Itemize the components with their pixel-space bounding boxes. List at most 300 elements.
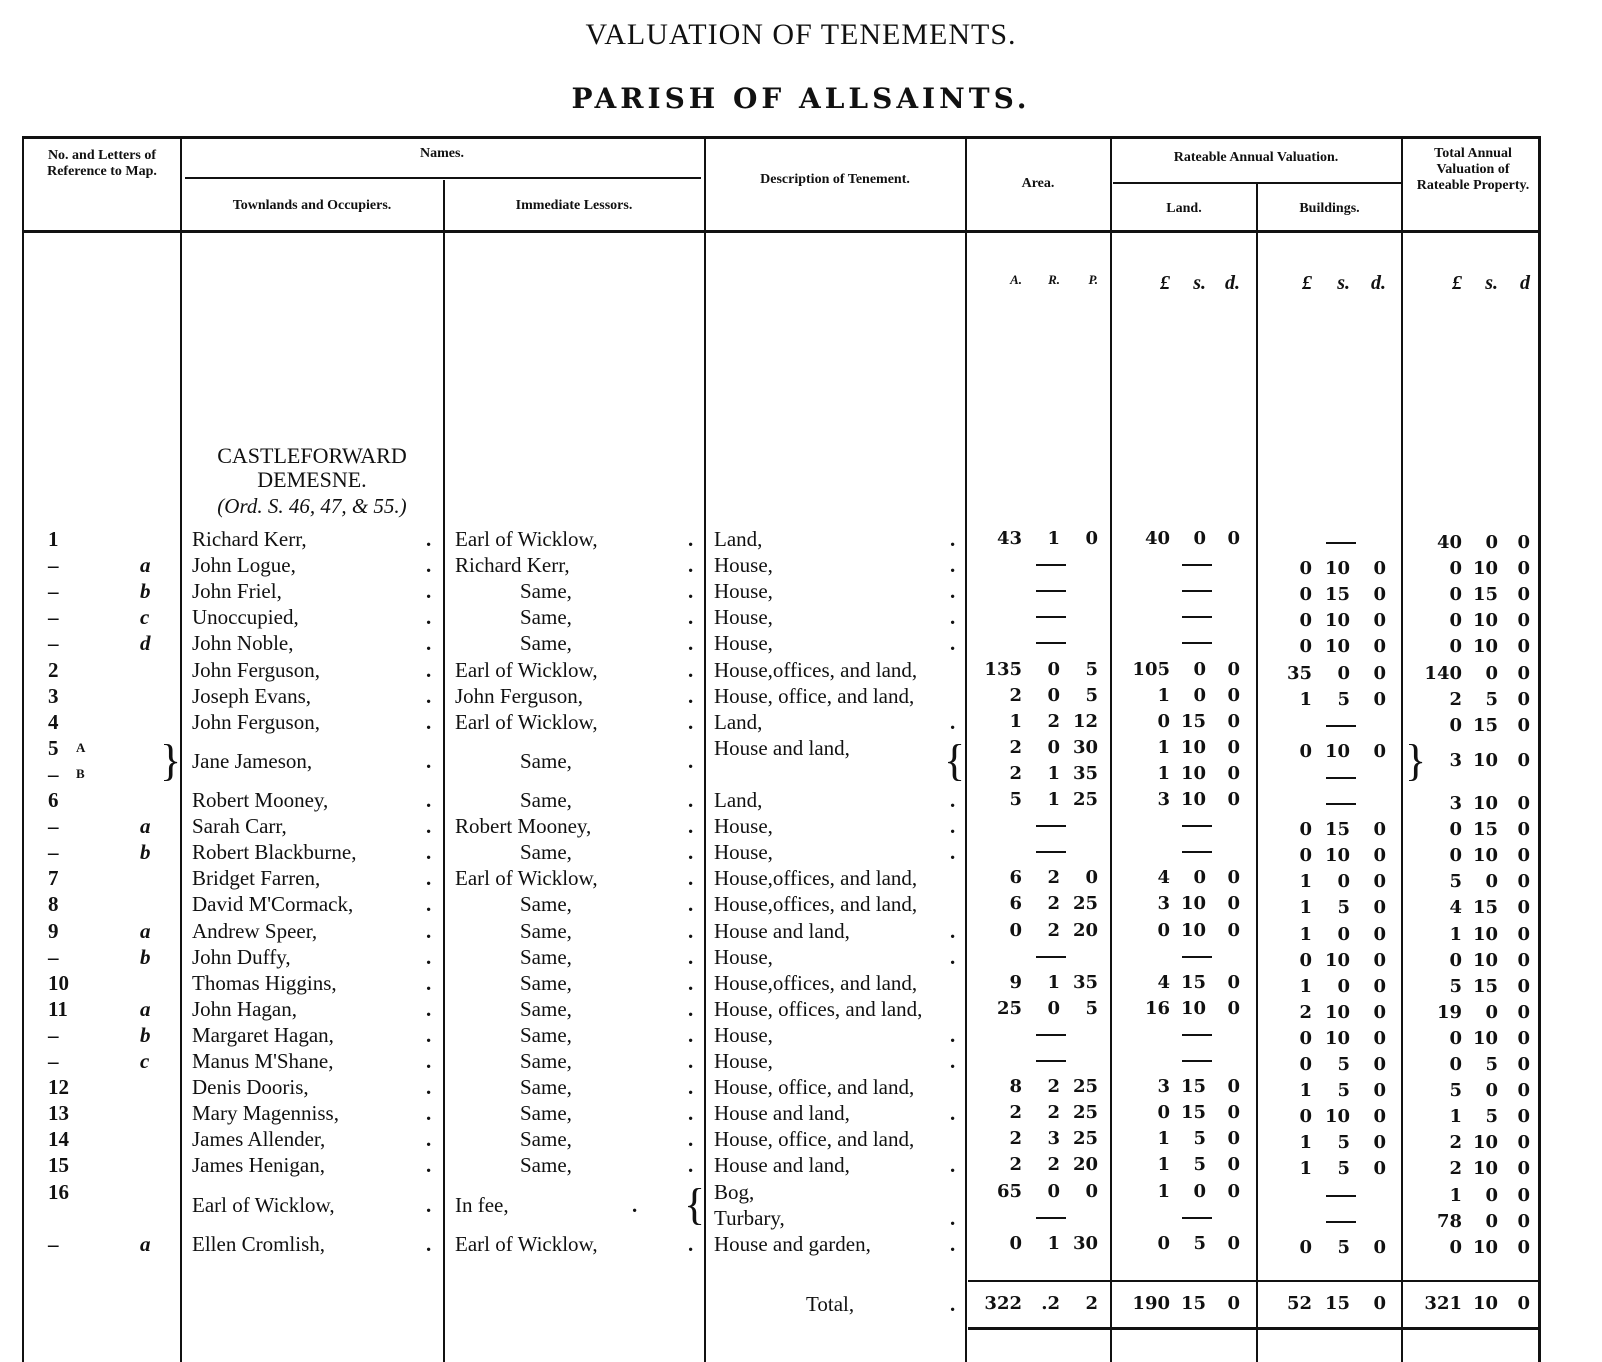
ref-letter: a bbox=[140, 814, 151, 839]
leader-dot: . bbox=[426, 1153, 432, 1178]
occupier-name: Richard Kerr, bbox=[192, 527, 307, 551]
totals-label: Total, bbox=[806, 1292, 855, 1316]
area-value: 2 bbox=[1009, 762, 1022, 784]
leader-dot: . bbox=[688, 996, 694, 1021]
ordnance-sheet: (Ord. S. 46, 47, & 55.) bbox=[217, 494, 407, 518]
land-value: 3 bbox=[1157, 893, 1170, 915]
leader-dot: . bbox=[688, 918, 694, 943]
total-value: 0 bbox=[1485, 1210, 1498, 1232]
leader-dot: . bbox=[950, 788, 956, 812]
buildings-value: 0 bbox=[1373, 871, 1386, 893]
buildings-dash bbox=[1326, 725, 1356, 727]
buildings-value: 0 bbox=[1299, 584, 1312, 606]
buildings-value: 1 bbox=[1299, 1158, 1312, 1180]
ref-number: – bbox=[48, 579, 59, 604]
col-rule bbox=[965, 136, 967, 1362]
leader-dot: . bbox=[426, 553, 432, 578]
total-value: 10 bbox=[1472, 1236, 1498, 1258]
tenement-description: House and garden, bbox=[714, 1231, 871, 1256]
ref-letter: b bbox=[140, 579, 151, 604]
total-value: 0 bbox=[1485, 532, 1498, 553]
area-value: 2 bbox=[1009, 684, 1022, 706]
total-value: 0 bbox=[1517, 1054, 1530, 1075]
total-value: 19 bbox=[1436, 1001, 1462, 1023]
area-value: 6 bbox=[1009, 867, 1022, 889]
land-value: 0 bbox=[1227, 736, 1240, 758]
leader-dot: . bbox=[688, 683, 694, 708]
tenement-description: House, offices, and land, bbox=[714, 996, 923, 1021]
buildings-value: 0 bbox=[1373, 975, 1386, 997]
leader-dot: . bbox=[426, 944, 432, 969]
occupier-name: Sarah Carr, bbox=[192, 814, 287, 839]
ref-letter: a bbox=[140, 553, 151, 578]
col-rule bbox=[1110, 136, 1112, 1362]
buildings-value: 1 bbox=[1299, 1132, 1312, 1154]
buildings-value: 10 bbox=[1324, 1106, 1350, 1128]
total-value: 10 bbox=[1472, 749, 1498, 771]
area-value: 25 bbox=[996, 997, 1022, 1019]
area-value: 2 bbox=[1047, 893, 1060, 915]
total-value: 5 bbox=[1449, 1080, 1462, 1102]
ref-number: – bbox=[48, 553, 59, 578]
total-value: 15 bbox=[1472, 975, 1498, 997]
total-value: 0 bbox=[1517, 749, 1530, 771]
total-value: 15 bbox=[1472, 897, 1498, 919]
buildings-value: 1 bbox=[1299, 923, 1312, 945]
land-value: 0 bbox=[1227, 789, 1240, 810]
total-value: 0 bbox=[1517, 1184, 1530, 1206]
area-value: 0 bbox=[1047, 997, 1060, 1019]
buildings-value: 0 bbox=[1299, 1054, 1312, 1075]
land-dash bbox=[1182, 1060, 1212, 1062]
total-value: 0 bbox=[1517, 662, 1530, 684]
occupier-name: Manus M'Shane, bbox=[192, 1049, 334, 1073]
total-value: 10 bbox=[1472, 558, 1498, 580]
table-top-rule bbox=[22, 136, 1540, 139]
tenement-description: House, bbox=[714, 1049, 773, 1073]
leader-dot: . bbox=[426, 748, 432, 773]
area-value: 30 bbox=[1072, 1232, 1098, 1254]
lessor-name: Same, bbox=[520, 1075, 572, 1100]
land-value: 0 bbox=[1227, 762, 1240, 784]
ref-number: 16 bbox=[48, 1179, 69, 1204]
tenement-description: House, bbox=[714, 579, 773, 604]
buildings-value: 0 bbox=[1299, 1106, 1312, 1128]
area-value: 0 bbox=[1047, 1180, 1060, 1202]
area-dash bbox=[1036, 956, 1066, 958]
ref-number: – bbox=[48, 1022, 59, 1047]
unit-label: s. bbox=[1485, 272, 1498, 294]
land-value: 3 bbox=[1157, 1076, 1170, 1098]
occupier-name: Robert Blackburne, bbox=[192, 840, 357, 865]
occupier-name: John Logue, bbox=[192, 553, 296, 578]
buildings-value: 10 bbox=[1324, 949, 1350, 971]
land-value: 40 bbox=[1144, 528, 1170, 549]
total-value: 0 bbox=[1449, 845, 1462, 867]
buildings-value: 0 bbox=[1337, 975, 1350, 997]
buildings-value: 0 bbox=[1373, 1158, 1386, 1180]
land-dash bbox=[1182, 1034, 1212, 1036]
ref-number: – bbox=[48, 840, 59, 865]
area-dash bbox=[1036, 851, 1066, 853]
brace-icon: } bbox=[160, 735, 182, 785]
buildings-value: 15 bbox=[1324, 819, 1350, 841]
parish-title: PARISH OF ALLSAINTS. bbox=[571, 82, 1031, 115]
land-value: 10 bbox=[1180, 789, 1206, 810]
total-value: 3 bbox=[1449, 749, 1462, 771]
area-value: 35 bbox=[1072, 762, 1098, 784]
occupier-name: John Ferguson, bbox=[192, 709, 320, 734]
area-value: 0 bbox=[1047, 736, 1060, 758]
header-description: Description of Tenement. bbox=[760, 172, 910, 187]
tenement-description: House and land, bbox=[714, 918, 850, 943]
ref-number: – bbox=[48, 1049, 59, 1073]
total-value: 10 bbox=[1472, 1158, 1498, 1180]
land-value: 0 bbox=[1227, 893, 1240, 915]
buildings-value: 15 bbox=[1324, 584, 1350, 606]
area-value: 25 bbox=[1072, 789, 1098, 810]
header-lessors: Immediate Lessors. bbox=[515, 198, 633, 213]
land-value: 4 bbox=[1157, 867, 1170, 889]
leader-dot: . bbox=[688, 788, 694, 812]
leader-dot: . bbox=[426, 657, 432, 682]
leader-dot: . bbox=[426, 1231, 432, 1256]
ref-number: – bbox=[48, 944, 59, 969]
area-value: 9 bbox=[1009, 971, 1022, 993]
total-value: 0 bbox=[1517, 1001, 1530, 1023]
tenement-description: Turbary, bbox=[714, 1205, 785, 1230]
buildings-value: 0 bbox=[1373, 923, 1386, 945]
occupier-name: Bridget Farren, bbox=[192, 866, 321, 891]
total-value: 0 bbox=[1517, 1236, 1530, 1258]
leader-dot: . bbox=[426, 866, 432, 891]
buildings-value: 0 bbox=[1299, 1027, 1312, 1049]
land-value: 15 bbox=[1180, 710, 1206, 732]
total-buildings-value: 0 bbox=[1373, 1293, 1386, 1314]
buildings-value: 0 bbox=[1373, 740, 1386, 762]
tenement-description: House, bbox=[714, 631, 773, 656]
land-value: 15 bbox=[1180, 971, 1206, 993]
land-value: 15 bbox=[1180, 1102, 1206, 1124]
land-value: 10 bbox=[1180, 919, 1206, 941]
land-value: 5 bbox=[1193, 1232, 1206, 1254]
lessor-name: Richard Kerr, bbox=[455, 553, 570, 578]
land-dash bbox=[1182, 825, 1212, 827]
unit-label: d bbox=[1520, 272, 1530, 294]
leader-dot: . bbox=[688, 631, 694, 656]
leader-dot: . bbox=[426, 996, 432, 1021]
area-value: 3 bbox=[1047, 1128, 1060, 1150]
area-value: 5 bbox=[1085, 658, 1098, 680]
total-value: 10 bbox=[1472, 636, 1498, 658]
buildings-dash bbox=[1326, 777, 1356, 779]
area-value: 2 bbox=[1009, 736, 1022, 758]
leader-dot: . bbox=[426, 709, 432, 734]
area-dash bbox=[1036, 825, 1066, 827]
area-dash bbox=[1036, 642, 1066, 644]
lessor-name: Same, bbox=[520, 605, 572, 630]
leader-dot: . bbox=[950, 1292, 956, 1316]
col-rule bbox=[22, 136, 24, 1362]
land-value: 105 bbox=[1132, 658, 1170, 680]
ref-number: 9 bbox=[48, 918, 59, 943]
area-dash bbox=[1036, 590, 1066, 592]
ref-number: – bbox=[48, 1231, 59, 1256]
lessor-name: Same, bbox=[520, 1049, 572, 1073]
lessor-name: Same, bbox=[520, 579, 572, 604]
leader-dot: . bbox=[688, 1231, 694, 1256]
header-ref: No. and Letters of Reference to Map. bbox=[47, 148, 157, 179]
total-value: 15 bbox=[1472, 819, 1498, 841]
total-value: 5 bbox=[1485, 688, 1498, 710]
leader-dot: . bbox=[688, 1127, 694, 1152]
land-value: 0 bbox=[1227, 1154, 1240, 1176]
tenement-description: House,offices, and land, bbox=[714, 970, 918, 995]
occupier-name: John Hagan, bbox=[192, 996, 297, 1021]
lessor-name: Earl of Wicklow, bbox=[455, 1231, 598, 1256]
land-value: 0 bbox=[1157, 1102, 1170, 1124]
occupier-name: Robert Mooney, bbox=[192, 788, 329, 812]
area-value: 0 bbox=[1009, 1232, 1022, 1254]
total-value: 78 bbox=[1436, 1210, 1462, 1232]
brace-icon: } bbox=[1405, 735, 1427, 785]
land-value: 0 bbox=[1227, 684, 1240, 706]
total-value: 0 bbox=[1449, 1027, 1462, 1049]
total-value: 10 bbox=[1472, 1132, 1498, 1154]
buildings-value: 10 bbox=[1324, 740, 1350, 762]
buildings-value: 10 bbox=[1324, 610, 1350, 632]
rateable-rule bbox=[1113, 182, 1403, 184]
townland-name: CASTLEFORWARD bbox=[217, 443, 407, 468]
occupier-name: David M'Cormack, bbox=[192, 892, 354, 917]
total-value: 0 bbox=[1485, 662, 1498, 684]
total-value: 0 bbox=[1517, 975, 1530, 997]
total-value: 0 bbox=[1517, 871, 1530, 893]
buildings-value: 0 bbox=[1373, 662, 1386, 684]
ref-number: – bbox=[48, 814, 59, 839]
land-value: 10 bbox=[1180, 736, 1206, 758]
leader-dot: . bbox=[426, 631, 432, 656]
ref-letter: a bbox=[140, 918, 151, 943]
total-value: 0 bbox=[1449, 636, 1462, 658]
buildings-dash bbox=[1326, 803, 1356, 805]
occupier-name: James Henigan, bbox=[192, 1153, 325, 1178]
area-dash bbox=[1036, 1217, 1066, 1219]
land-value: 1 bbox=[1157, 1128, 1170, 1150]
land-dash bbox=[1182, 564, 1212, 566]
area-value: 8 bbox=[1009, 1076, 1022, 1098]
area-value: 0 bbox=[1047, 684, 1060, 706]
header-area: Area. bbox=[1021, 176, 1055, 191]
occupier-name: John Duffy, bbox=[192, 944, 291, 969]
land-value: 0 bbox=[1227, 867, 1240, 889]
total-value: 1 bbox=[1449, 1184, 1462, 1206]
buildings-value: 0 bbox=[1299, 1236, 1312, 1258]
land-value: 0 bbox=[1227, 997, 1240, 1019]
area-value: 135 bbox=[984, 658, 1022, 680]
total-land-value: 0 bbox=[1227, 1293, 1240, 1314]
area-value: 0 bbox=[1085, 867, 1098, 889]
leader-dot: . bbox=[426, 814, 432, 839]
lessor-name: Same, bbox=[520, 944, 572, 969]
tenement-description: House, bbox=[714, 1022, 773, 1047]
tenement-description: House, bbox=[714, 605, 773, 630]
tenement-description: House and land, bbox=[714, 1101, 850, 1126]
totals-bottom-rule bbox=[968, 1327, 1540, 1330]
leader-dot: . bbox=[950, 527, 956, 551]
leader-dot: . bbox=[688, 892, 694, 917]
leader-dot: . bbox=[950, 605, 956, 630]
area-dash bbox=[1036, 1034, 1066, 1036]
leader-dot: . bbox=[688, 1075, 694, 1100]
total-value: 0 bbox=[1517, 819, 1530, 841]
unit-label: £ bbox=[1160, 272, 1170, 294]
land-value: 5 bbox=[1193, 1154, 1206, 1176]
total-buildings-value: 52 bbox=[1286, 1293, 1312, 1314]
grand-total-value: 321 bbox=[1424, 1293, 1462, 1314]
leader-dot: . bbox=[688, 527, 694, 551]
total-value: 2 bbox=[1449, 1132, 1462, 1154]
land-value: 0 bbox=[1227, 1076, 1240, 1098]
total-value: 0 bbox=[1517, 532, 1530, 553]
area-value: 2 bbox=[1047, 867, 1060, 889]
ref-number: 11 bbox=[48, 996, 68, 1021]
names-rule bbox=[185, 177, 701, 179]
grand-total-value: 0 bbox=[1517, 1293, 1530, 1314]
buildings-value: 10 bbox=[1324, 558, 1350, 580]
leader-dot: . bbox=[426, 1049, 432, 1073]
total-value: 0 bbox=[1517, 949, 1530, 971]
land-value: 4 bbox=[1157, 971, 1170, 993]
total-value: 0 bbox=[1517, 897, 1530, 919]
leader-dot: . bbox=[688, 553, 694, 578]
leader-dot: . bbox=[426, 970, 432, 995]
land-value: 0 bbox=[1193, 1180, 1206, 1202]
lessor-name: Earl of Wicklow, bbox=[455, 709, 598, 734]
total-value: 0 bbox=[1517, 1106, 1530, 1128]
tenement-description: House, bbox=[714, 553, 773, 578]
buildings-value: 0 bbox=[1373, 1106, 1386, 1128]
ref-letter: d bbox=[140, 631, 151, 656]
area-value: 2 bbox=[1047, 1102, 1060, 1124]
total-value: 5 bbox=[1485, 1106, 1498, 1128]
leader-dot: . bbox=[950, 814, 956, 839]
occupier-name: Joseph Evans, bbox=[192, 683, 311, 708]
ref-letter: a bbox=[140, 996, 151, 1021]
tenement-description: House,offices, and land, bbox=[714, 866, 918, 891]
totals-rule bbox=[968, 1280, 1540, 1282]
land-dash bbox=[1182, 1217, 1212, 1219]
land-value: 0 bbox=[1227, 1232, 1240, 1254]
leader-dot: . bbox=[688, 866, 694, 891]
area-value: 30 bbox=[1072, 736, 1098, 758]
leader-dot: . bbox=[688, 1022, 694, 1047]
col-rule bbox=[704, 136, 706, 1362]
land-value: 0 bbox=[1227, 971, 1240, 993]
leader-dot: . bbox=[426, 1022, 432, 1047]
land-value: 10 bbox=[1180, 997, 1206, 1019]
land-value: 0 bbox=[1193, 867, 1206, 889]
leader-dot: . bbox=[688, 748, 694, 773]
lessor-name: Same, bbox=[520, 788, 572, 812]
total-value: 0 bbox=[1485, 1184, 1498, 1206]
ref-letter: B bbox=[76, 765, 85, 781]
lessor-name: Same, bbox=[520, 1101, 572, 1126]
buildings-value: 1 bbox=[1299, 1080, 1312, 1102]
buildings-value: 5 bbox=[1337, 897, 1350, 919]
ref-letter: b bbox=[140, 840, 151, 865]
land-value: 0 bbox=[1157, 710, 1170, 732]
total-value: 10 bbox=[1472, 845, 1498, 867]
header-names: Names. bbox=[420, 146, 464, 161]
leader-dot: . bbox=[688, 1153, 694, 1178]
occupier-name: Andrew Speer, bbox=[192, 918, 318, 943]
total-value: 2 bbox=[1449, 688, 1462, 710]
buildings-value: 0 bbox=[1337, 662, 1350, 684]
total-value: 0 bbox=[1517, 845, 1530, 867]
tenement-description: House and land, bbox=[714, 1153, 850, 1178]
land-dash bbox=[1182, 851, 1212, 853]
ref-number: 12 bbox=[48, 1075, 69, 1100]
leader-dot: . bbox=[688, 1049, 694, 1073]
total-value: 10 bbox=[1472, 610, 1498, 632]
total-value: 0 bbox=[1485, 1001, 1498, 1023]
total-area-value: 2 bbox=[1085, 1293, 1098, 1314]
tenement-description: House, office, and land, bbox=[714, 683, 915, 708]
land-value: 5 bbox=[1193, 1128, 1206, 1150]
total-value: 40 bbox=[1436, 532, 1462, 553]
tenement-description: House and land, bbox=[714, 735, 850, 760]
area-value: 2 bbox=[1047, 1076, 1060, 1098]
leader-dot: . bbox=[688, 1101, 694, 1126]
buildings-value: 0 bbox=[1373, 610, 1386, 632]
total-value: 0 bbox=[1449, 1236, 1462, 1258]
total-value: 2 bbox=[1449, 1158, 1462, 1180]
buildings-value: 0 bbox=[1373, 1132, 1386, 1154]
buildings-value: 1 bbox=[1299, 975, 1312, 997]
unit-label: £ bbox=[1452, 272, 1462, 294]
area-value: 35 bbox=[1072, 971, 1098, 993]
area-value: 2 bbox=[1009, 1154, 1022, 1176]
buildings-value: 0 bbox=[1337, 923, 1350, 945]
leader-dot: . bbox=[426, 527, 432, 551]
buildings-value: 0 bbox=[1373, 897, 1386, 919]
ref-number: 15 bbox=[48, 1153, 69, 1178]
occupier-name: Mary Magenniss, bbox=[192, 1101, 339, 1126]
leader-dot: . bbox=[950, 1231, 956, 1256]
leader-dot: . bbox=[950, 631, 956, 656]
buildings-value: 0 bbox=[1337, 871, 1350, 893]
land-value: 0 bbox=[1227, 1128, 1240, 1150]
total-value: 0 bbox=[1517, 1027, 1530, 1049]
tenement-description: House, bbox=[714, 814, 773, 839]
ref-number: 14 bbox=[48, 1127, 69, 1152]
townland-name-2: DEMESNE. bbox=[257, 467, 367, 492]
col-rule bbox=[443, 180, 445, 1362]
total-value: 0 bbox=[1485, 871, 1498, 893]
ref-number: 6 bbox=[48, 788, 59, 812]
ref-number: 4 bbox=[48, 709, 59, 734]
leader-dot: . bbox=[950, 709, 956, 734]
buildings-dash bbox=[1326, 542, 1356, 544]
buildings-value: 0 bbox=[1373, 1236, 1386, 1258]
lessor-name: Same, bbox=[520, 892, 572, 917]
total-buildings-value: 15 bbox=[1324, 1293, 1350, 1314]
area-value: 2 bbox=[1047, 1154, 1060, 1176]
lessor-name: Same, bbox=[520, 918, 572, 943]
total-area-value: .2 bbox=[1041, 1293, 1060, 1314]
buildings-value: 0 bbox=[1373, 558, 1386, 580]
